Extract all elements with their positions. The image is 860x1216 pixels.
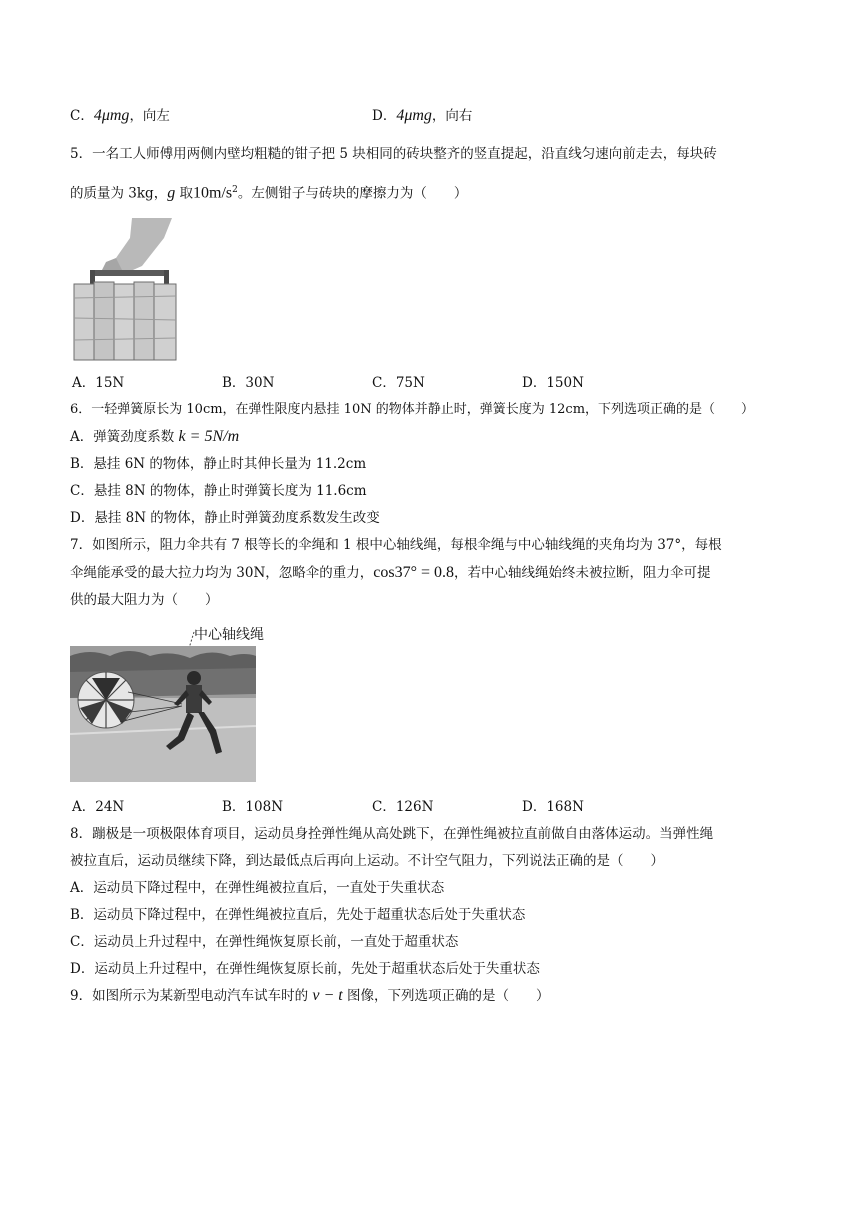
q8-option-a: A．运动员下降过程中，在弹性绳被拉直后，一直处于失重状态 bbox=[70, 880, 445, 896]
q7-option-b: B．108N bbox=[222, 799, 284, 815]
math-unit: 10m/s bbox=[193, 184, 233, 202]
option-text: ，向左 bbox=[129, 108, 170, 124]
q7-option-d: D．168N bbox=[522, 799, 584, 815]
q7-option-c: C．126N bbox=[372, 799, 434, 815]
text: 9．如图所示为某新型电动汽车试车时的 bbox=[70, 988, 313, 1004]
q8-option-c: C．运动员上升过程中，在弹性绳恢复原长前，一直处于超重状态 bbox=[70, 934, 459, 950]
q8-stem-line2: 被拉直后，运动员继续下降，到达最低点后再向上运动。不计空气阻力，下列说法正确的是（ ） bbox=[70, 853, 664, 869]
q4-option-c bbox=[70, 106, 170, 126]
q5-stem-line2 bbox=[70, 180, 467, 204]
option-math: 4μmg bbox=[93, 107, 130, 124]
option-math: k = 5N/m bbox=[178, 428, 240, 445]
math: v − t bbox=[312, 987, 343, 1004]
math: cos37° = 0.8 bbox=[373, 564, 455, 581]
q6-option-d: D．悬挂 8N 的物体，静止时弹簧劲度系数发生改变 bbox=[70, 510, 380, 526]
q6-option-c: C．悬挂 8N 的物体，静止时弹簧长度为 11.6cm bbox=[70, 483, 367, 499]
q7-option-a: A．24N bbox=[72, 799, 125, 815]
superscript: 2 bbox=[232, 185, 238, 195]
text: 图像，下列选项正确的是（ ） bbox=[342, 988, 550, 1004]
text: 的质量为 3kg， bbox=[70, 185, 168, 202]
q8-option-d: D．运动员上升过程中，在弹性绳恢复原长前，先处于超重状态后处于失重状态 bbox=[70, 961, 540, 977]
q5-stem-line1: 5．一名工人师傅用两侧内壁均粗糙的钳子把 5 块相同的砖块整齐的竖直提起，沿直线匀速向前走去，每块砖 bbox=[70, 146, 717, 162]
option-label: D． bbox=[372, 108, 397, 124]
figure-caption: 中心轴线绳 bbox=[194, 627, 264, 643]
text: 取 bbox=[175, 185, 193, 202]
q8-stem-line1: 8．蹦极是一项极限体育项目，运动员身拴弹性绳从高处跳下，在弹性绳被拉直前做自由落体运动。当弹性绳 bbox=[70, 826, 714, 842]
text: 伞绳能承受的最大拉力均为 30N，忽略伞的重力， bbox=[70, 565, 374, 581]
q7-stem-line1: 7．如图所示，阻力伞共有 7 根等长的伞绳和 1 根中心轴线绳，每根伞绳与中心轴线绳的夹角均为 37°，每根 bbox=[70, 537, 722, 553]
q8-option-b: B．运动员下降过程中，在弹性绳被拉直后，先处于超重状态后处于失重状态 bbox=[70, 907, 526, 923]
text: ，若中心轴线绳始终未被拉断，阻力伞可提 bbox=[454, 565, 711, 581]
q5-option-c: C．75N bbox=[372, 375, 425, 391]
math-var: g bbox=[167, 184, 176, 202]
option-text: ，向右 bbox=[431, 108, 473, 124]
text: 。左侧钳子与砖块的摩擦力为（ ） bbox=[237, 185, 468, 202]
q7-stem-line3: 供的最大阻力为（ ） bbox=[70, 592, 219, 608]
option-math: 4μmg bbox=[396, 107, 432, 124]
q6-option-a bbox=[70, 427, 239, 447]
q7-stem-line2 bbox=[70, 563, 711, 583]
option-text: A．弹簧劲度系数 bbox=[70, 429, 179, 445]
option-label: C． bbox=[70, 108, 94, 124]
q5-option-b: B．30N bbox=[222, 375, 275, 391]
brick-pliers-photo bbox=[72, 218, 178, 364]
q9-stem bbox=[70, 986, 550, 1006]
q5-option-d: D．150N bbox=[522, 375, 584, 391]
q5-option-a: A．15N bbox=[72, 375, 125, 391]
q6-stem: 6．一轻弹簧原长为 10cm，在弹性限度内悬挂 10N 的物体并静止时，弹簧长度为 12cm，下列选项正确的是（ ） bbox=[70, 402, 755, 417]
q6-option-b: B．悬挂 6N 的物体，静止时其伸长量为 11.2cm bbox=[70, 456, 367, 472]
q4-option-d bbox=[372, 106, 472, 126]
parachute-runner-photo bbox=[70, 622, 256, 782]
